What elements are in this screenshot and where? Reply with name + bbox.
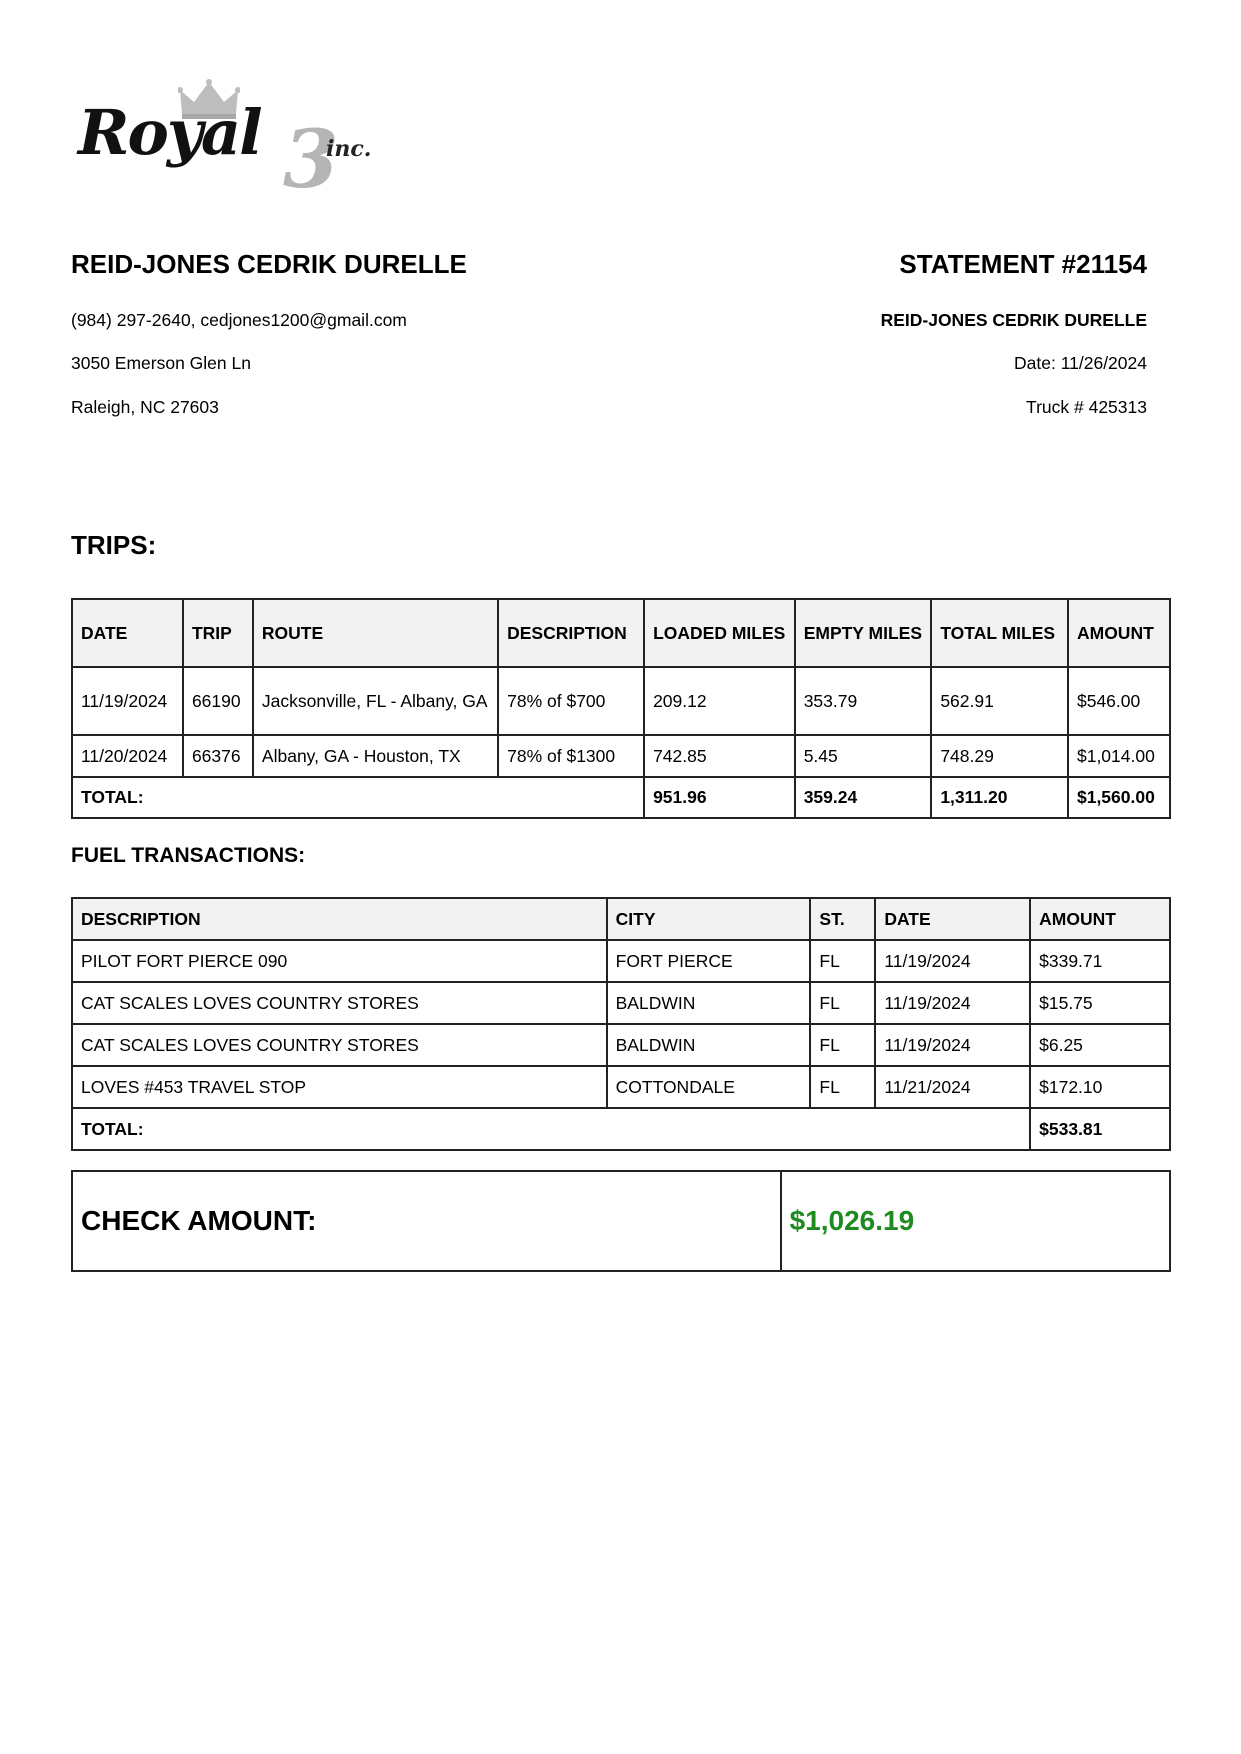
fuel-description: CAT SCALES LOVES COUNTRY STORES xyxy=(72,982,607,1024)
check-amount-label: CHECK AMOUNT: xyxy=(72,1171,781,1271)
fuel-header-row xyxy=(72,898,1170,940)
trip-date: 11/19/2024 xyxy=(72,667,183,735)
trips-total-empty: 359.24 xyxy=(795,777,932,818)
trips-header-description: DESCRIPTION xyxy=(498,599,644,667)
fuel-state: FL xyxy=(810,940,875,982)
table-row xyxy=(72,735,1170,777)
trip-description: 78% of $700 xyxy=(498,667,644,735)
trip-number: 66190 xyxy=(183,667,253,735)
trips-header-row xyxy=(72,599,1170,667)
fuel-description: CAT SCALES LOVES COUNTRY STORES xyxy=(72,1024,607,1066)
fuel-date: 11/19/2024 xyxy=(875,982,1030,1024)
trip-total-miles: 562.91 xyxy=(931,667,1068,735)
fuel-amount: $15.75 xyxy=(1030,982,1170,1024)
fuel-state: FL xyxy=(810,1066,875,1108)
trips-header-loaded-miles: LOADED MILES xyxy=(644,599,795,667)
fuel-title: FUEL TRANSACTIONS: xyxy=(71,844,306,867)
statement-date: Date: 11/26/2024 xyxy=(1014,353,1147,373)
trips-total-label: TOTAL: xyxy=(72,777,644,818)
trips-header-date: DATE xyxy=(72,599,183,667)
trips-header-empty-miles: EMPTY MILES xyxy=(795,599,932,667)
table-row xyxy=(72,940,1170,982)
fuel-total-amount: $533.81 xyxy=(1030,1108,1170,1150)
fuel-state: FL xyxy=(810,982,875,1024)
trip-description: 78% of $1300 xyxy=(498,735,644,777)
fuel-state: FL xyxy=(810,1024,875,1066)
logo-brand-text: Royal xyxy=(78,96,261,169)
trips-total-miles: 1,311.20 xyxy=(931,777,1068,818)
trip-amount: $546.00 xyxy=(1068,667,1170,735)
check-amount-value: $1,026.19 xyxy=(781,1171,1170,1271)
fuel-total-row xyxy=(72,1108,1170,1150)
table-row xyxy=(72,667,1170,735)
trips-title: TRIPS: xyxy=(71,530,157,560)
trips-total-row xyxy=(72,777,1170,818)
check-amount-row xyxy=(72,1171,1170,1271)
trip-date: 11/20/2024 xyxy=(72,735,183,777)
fuel-header-city: CITY xyxy=(607,898,811,940)
trips-header-amount: AMOUNT xyxy=(1068,599,1170,667)
table-row xyxy=(72,1024,1170,1066)
trip-amount: $1,014.00 xyxy=(1068,735,1170,777)
trips-total-loaded: 951.96 xyxy=(644,777,795,818)
fuel-total-label: TOTAL: xyxy=(72,1108,1030,1150)
driver-contact: (984) 297-2640, cedjones1200@gmail.com xyxy=(71,310,407,330)
fuel-city: BALDWIN xyxy=(607,1024,811,1066)
statement-truck: Truck # 425313 xyxy=(1026,397,1147,417)
trip-loaded-miles: 742.85 xyxy=(644,735,795,777)
trip-empty-miles: 5.45 xyxy=(795,735,932,777)
fuel-date: 11/19/2024 xyxy=(875,1024,1030,1066)
fuel-city: COTTONDALE xyxy=(607,1066,811,1108)
trip-loaded-miles: 209.12 xyxy=(644,667,795,735)
logo-suffix: inc. xyxy=(326,136,372,162)
fuel-description: LOVES #453 TRAVEL STOP xyxy=(72,1066,607,1108)
trip-route: Albany, GA - Houston, TX xyxy=(253,735,498,777)
trips-header-total-miles: TOTAL MILES xyxy=(931,599,1068,667)
trip-total-miles: 748.29 xyxy=(931,735,1068,777)
trips-total-amount: $1,560.00 xyxy=(1068,777,1170,818)
trips-header-trip: TRIP xyxy=(183,599,253,667)
fuel-amount: $339.71 xyxy=(1030,940,1170,982)
fuel-date: 11/19/2024 xyxy=(875,940,1030,982)
check-amount-box xyxy=(71,1170,1171,1272)
logo-numeral: 3 xyxy=(283,112,339,206)
fuel-date: 11/21/2024 xyxy=(875,1066,1030,1108)
fuel-city: BALDWIN xyxy=(607,982,811,1024)
fuel-description: PILOT FORT PIERCE 090 xyxy=(72,940,607,982)
table-row xyxy=(72,1066,1170,1108)
fuel-city: FORT PIERCE xyxy=(607,940,811,982)
trip-route: Jacksonville, FL - Albany, GA xyxy=(253,667,498,735)
fuel-header-state: ST. xyxy=(810,898,875,940)
fuel-amount: $6.25 xyxy=(1030,1024,1170,1066)
driver-name: REID-JONES CEDRIK DURELLE xyxy=(71,249,467,279)
fuel-header-amount: AMOUNT xyxy=(1030,898,1170,940)
fuel-table xyxy=(71,897,1171,1151)
statement-name: REID-JONES CEDRIK DURELLE xyxy=(880,310,1147,330)
trip-empty-miles: 353.79 xyxy=(795,667,932,735)
fuel-header-date: DATE xyxy=(875,898,1030,940)
trips-header-route: ROUTE xyxy=(253,599,498,667)
trip-number: 66376 xyxy=(183,735,253,777)
statement-title: STATEMENT #21154 xyxy=(899,249,1147,279)
driver-address-line2: Raleigh, NC 27603 xyxy=(71,397,219,417)
trips-table xyxy=(71,598,1171,819)
driver-address-line1: 3050 Emerson Glen Ln xyxy=(71,353,251,373)
company-logo xyxy=(78,78,378,206)
fuel-amount: $172.10 xyxy=(1030,1066,1170,1108)
fuel-header-description: DESCRIPTION xyxy=(72,898,607,940)
table-row xyxy=(72,982,1170,1024)
